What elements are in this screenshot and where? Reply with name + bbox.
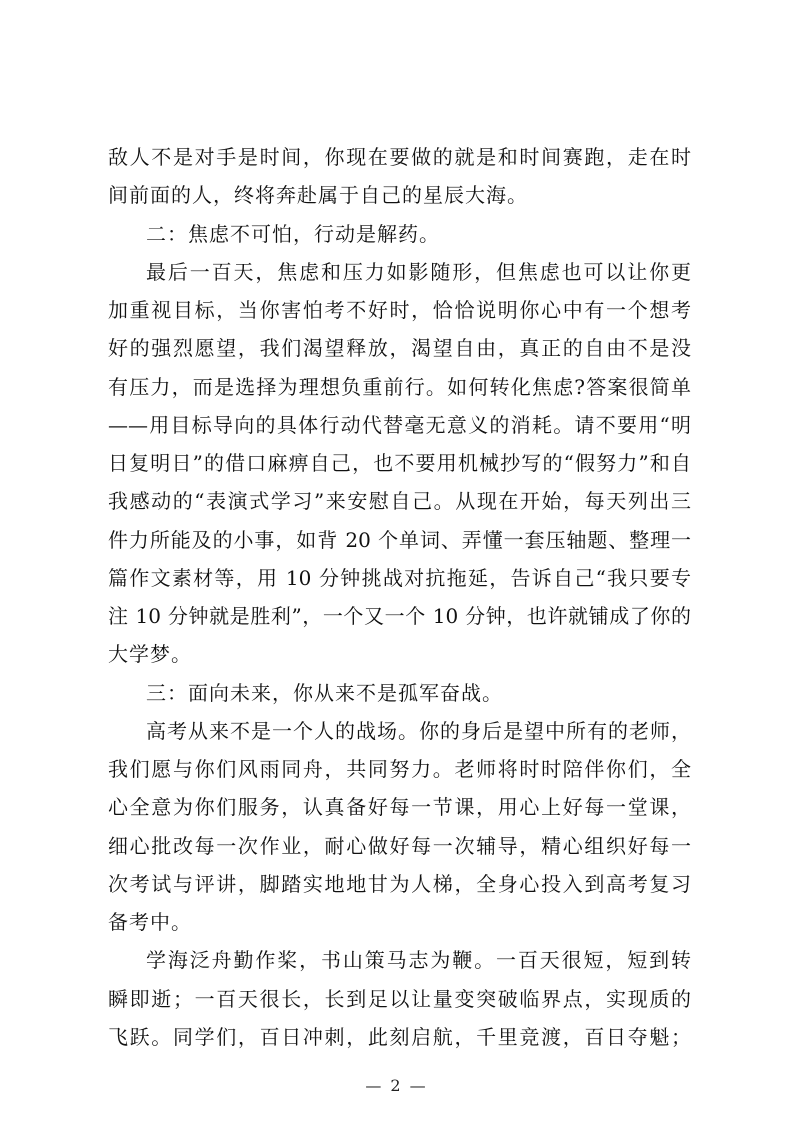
text-line: 有压力，而是选择为理想负重前行。如何转化焦虑?答案很简单: [108, 374, 691, 399]
text-line: 大学梦。: [108, 642, 192, 667]
text-line: 注 10 分钟就是胜利”，一个又一个 10 分钟，也许就铺成了你的: [108, 604, 691, 628]
text-line: 间前面的人，终将奔赴属于自己的星辰大海。: [108, 183, 528, 208]
text-line: 瞬即逝；一百天很长，长到足以让量变突破临界点，实现质的: [108, 986, 691, 1011]
text-line: 日复明日”的借口麻痹自己，也不要用机械抄写的“假努力”和自: [108, 451, 691, 475]
text-line: 件力所能及的小事，如背 20 个单词、弄懂一套压轴题、整理一: [108, 527, 691, 552]
text-line: 飞跃。同学们，百日冲刺，此刻启航，千里竞渡，百日夺魁；: [108, 1024, 691, 1049]
text-line: 细心批改每一次作业，耐心做好每一次辅导，精心组织好每一: [108, 833, 691, 858]
text-line: 心全意为你们服务，认真备好每一节课，用心上好每一堂课，: [108, 795, 691, 820]
document-body: [108, 138, 691, 1056]
text-line: 好的强烈愿望，我们渴望释放，渴望自由，真正的自由不是没: [108, 336, 691, 361]
text-line: 篇作文素材等，用 10 分钟挑战对抗拖延，告诉自己“我只要专: [108, 565, 691, 590]
section-heading-2: 二：焦虑不可怕，行动是解药。: [146, 221, 440, 246]
text-line: 我感动的“表演式学习”来安慰自己。从现在开始，每天列出三: [108, 489, 691, 514]
text-line: 次考试与评讲，脚踏实地地甘为人梯，全身心投入到高考复习: [108, 871, 691, 896]
text-line: 学海泛舟勤作桨，书山策马志为鞭。一百天很短，短到转: [146, 948, 691, 973]
text-line: 最后一百天，焦虑和压力如影随形，但焦虑也可以让你更: [146, 259, 691, 284]
page-number: — 2 —: [365, 1076, 428, 1095]
text-line: 加重视目标，当你害怕考不好时，恰恰说明你心中有一个想考: [108, 298, 691, 322]
text-line: 备考中。: [108, 910, 192, 934]
text-line: 高考从来不是一个人的战场。你的身后是望中所有的老师，: [146, 718, 691, 743]
text-line: 敌人不是对手是时间，你现在要做的就是和时间赛跑，走在时: [108, 145, 691, 169]
text-line: ——用目标导向的具体行动代替毫无意义的消耗。请不要用“明: [108, 412, 691, 437]
text-line: 我们愿与你们风雨同舟，共同努力。老师将时时陪伴你们，全: [108, 757, 691, 781]
section-heading-3: 三：面向未来，你从来不是孤军奋战。: [146, 680, 503, 705]
